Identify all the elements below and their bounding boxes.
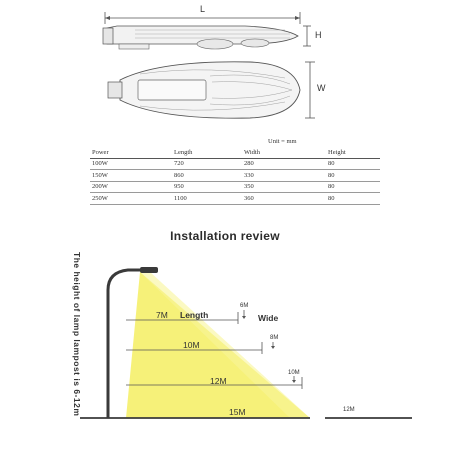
table-cell: 1100: [172, 193, 242, 205]
height-15m-label: 15M: [229, 407, 246, 417]
length-word: Length: [180, 310, 209, 320]
side-view-drawing: [95, 6, 335, 56]
table-header-row: [90, 147, 380, 158]
height-12m-label: 12M: [210, 376, 227, 386]
width-dimension-label: W: [317, 83, 326, 93]
wide-10m-label: 10M: [288, 370, 300, 376]
column-header: Height: [326, 147, 380, 158]
table-cell: 860: [172, 170, 242, 182]
table-cell: 950: [172, 181, 242, 193]
wide-word: Wide: [258, 313, 279, 323]
table-cell: 80: [326, 193, 380, 205]
column-header: Width: [242, 147, 326, 158]
length-dimension-label: L: [200, 4, 206, 14]
lamp-head: [140, 267, 158, 273]
table-row: [90, 181, 380, 193]
installation-diagram: [0, 250, 450, 450]
table-cell: 200W: [90, 181, 172, 193]
installation-title: Installation review: [170, 229, 280, 243]
table-cell: 150W: [90, 170, 172, 182]
lamppost-height-label: The height of lamp lampost is 6-12m: [72, 252, 82, 417]
table-cell: 250W: [90, 193, 172, 205]
table-cell: 360: [242, 193, 326, 205]
table-row: [90, 158, 380, 170]
table-cell: 350: [242, 181, 326, 193]
column-header: Length: [172, 147, 242, 158]
specs-table: [90, 147, 380, 205]
table-cell: 720: [172, 158, 242, 170]
table-cell: 100W: [90, 158, 172, 170]
table-cell: 80: [326, 181, 380, 193]
top-view-drawing: [100, 52, 330, 132]
table-row: [90, 170, 380, 182]
height-7m-label: 7M: [156, 310, 168, 320]
wide-8m-label: 8M: [270, 335, 279, 341]
wide-6m-label: 6M: [240, 303, 249, 309]
column-header: Power: [90, 147, 172, 158]
wide-12m-label: 12M: [343, 407, 355, 413]
table-cell: 330: [242, 170, 326, 182]
unit-note: Unit = mm: [268, 138, 297, 145]
table-cell: 280: [242, 158, 326, 170]
height-dimension-label: H: [315, 30, 322, 40]
table-cell: 80: [326, 170, 380, 182]
height-10m-label: 10M: [183, 340, 200, 350]
table-row: [90, 193, 380, 205]
table-cell: 80: [326, 158, 380, 170]
